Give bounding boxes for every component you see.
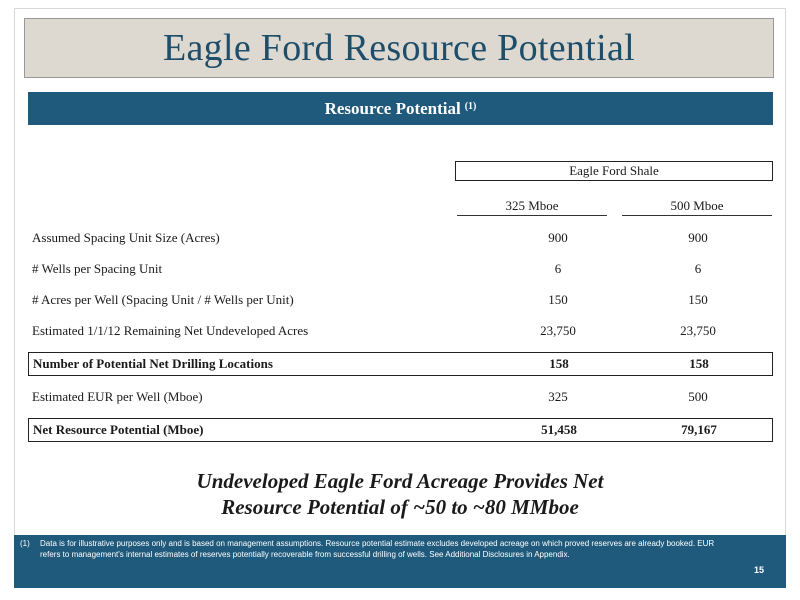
row-value-325: 150 bbox=[548, 292, 568, 307]
tagline bbox=[100, 468, 700, 520]
table-row bbox=[28, 257, 773, 281]
row-value-325: 51,458 bbox=[541, 422, 577, 437]
row-value-325: 23,750 bbox=[540, 323, 576, 338]
table-row-highlight bbox=[28, 418, 773, 442]
page-number: 15 bbox=[753, 565, 764, 575]
row-value-325: 325 bbox=[548, 389, 568, 404]
row-value-325: 158 bbox=[549, 356, 569, 371]
tagline-line-1: Undeveloped Eagle Ford Acreage Provides Net bbox=[196, 469, 604, 493]
row-label: Estimated EUR per Well (Mboe) bbox=[32, 389, 203, 404]
row-value-500: 900 bbox=[688, 230, 708, 245]
row-label: Assumed Spacing Unit Size (Acres) bbox=[32, 230, 220, 245]
row-value-500: 23,750 bbox=[680, 323, 716, 338]
table-row bbox=[28, 385, 773, 409]
footer-bar bbox=[14, 535, 786, 588]
row-label: # Wells per Spacing Unit bbox=[32, 261, 163, 276]
row-label: # Acres per Well (Spacing Unit / # Wells per Unit) bbox=[32, 292, 294, 307]
table-row bbox=[28, 319, 773, 343]
row-value-500: 158 bbox=[689, 356, 709, 371]
row-value-500: 150 bbox=[688, 292, 708, 307]
table-row bbox=[28, 226, 773, 250]
table-group-header: Eagle Ford Shale bbox=[455, 161, 773, 181]
row-value-500: 79,167 bbox=[681, 422, 717, 437]
row-label: Estimated 1/1/12 Remaining Net Undeveloped Acres bbox=[32, 323, 309, 338]
row-label: Net Resource Potential (Mboe) bbox=[33, 422, 204, 437]
title-box bbox=[24, 18, 774, 78]
row-value-500: 500 bbox=[688, 389, 708, 404]
row-value-500: 6 bbox=[694, 261, 702, 276]
table-row bbox=[28, 288, 773, 312]
row-value-325: 6 bbox=[554, 261, 562, 276]
column-header-325: 325 Mboe bbox=[457, 198, 607, 216]
section-band bbox=[28, 92, 773, 125]
row-value-325: 900 bbox=[548, 230, 568, 245]
tagline-line-2: Resource Potential of ~50 to ~80 MMboe bbox=[221, 495, 579, 519]
footnote-text: Data is for illustrative purposes only and is based on management assumptions. Resource potential estimate excludes developed acreage on which proved reserves are already booked. EUR refers to management's internal estimates of reserves potentially recoverable from successful drilling of wells. See Additional Disclosures in Appendix. bbox=[40, 539, 715, 559]
table-row-highlight bbox=[28, 352, 773, 376]
section-band-footnote: (1) bbox=[464, 101, 477, 112]
row-label: Number of Potential Net Drilling Locations bbox=[33, 356, 273, 371]
column-header-500: 500 Mboe bbox=[622, 198, 772, 216]
footnote-marker: (1) bbox=[20, 539, 30, 548]
page-title: Eagle Ford Resource Potential bbox=[163, 27, 635, 69]
section-band-label: Resource Potential bbox=[324, 98, 461, 118]
